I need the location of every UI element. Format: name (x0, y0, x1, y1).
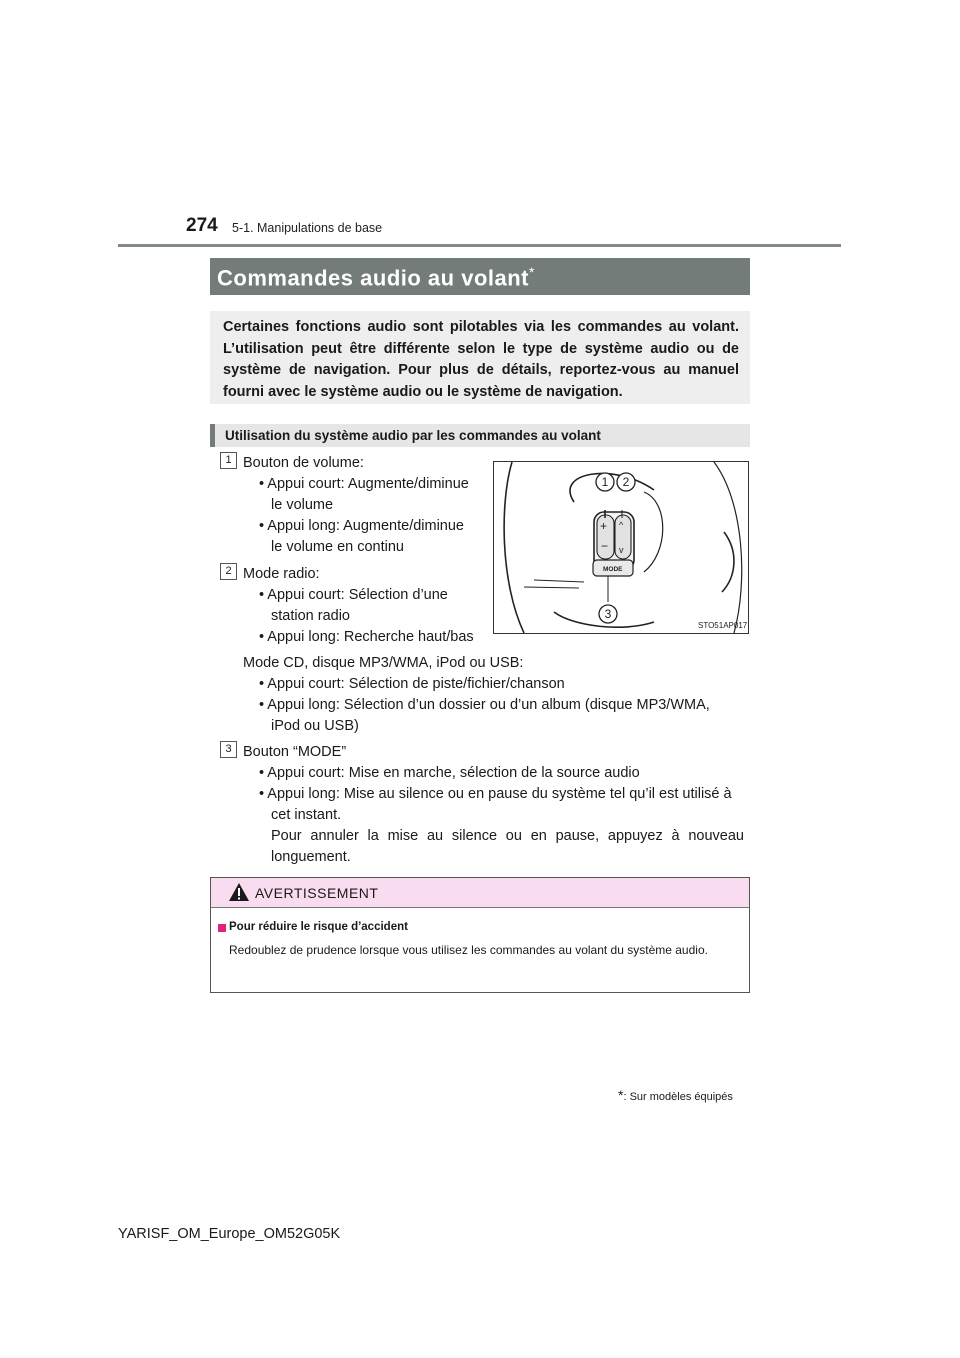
chapter-title: Commandes audio au volant* (217, 264, 535, 291)
mode-button-label: MODE (603, 566, 623, 573)
item-number-2: 2 (220, 563, 237, 580)
volume-up-icon: + (600, 519, 608, 533)
volume-bullet-1: • Appui court: Augmente/diminue (259, 476, 469, 492)
volume-bullet-1-cont: le volume (271, 497, 334, 513)
subheading-text: Utilisation du système audio par les commandes au volant (225, 428, 601, 443)
radio-bullet-2: • Appui long: Recherche haut/bas (259, 629, 474, 645)
mode-bullet-2: • Appui long: Mise au silence ou en pause du système tel qu’il est utilisé à (259, 786, 732, 802)
document-footer: YARISF_OM_Europe_OM52G05K (118, 1226, 341, 1242)
subheading-accent (210, 424, 215, 447)
footnote (618, 1087, 733, 1103)
intro-text: Certaines fonctions audio sont pilotables via les commandes au volant. L’utilisation peut être différente selon le type de système audio ou de système de navigation. Pour plus de détails, reportez-vous au manuel fourni avec le système audio ou le système de navigation. (223, 319, 739, 400)
volume-bullet-2-cont: le volume en continu (271, 539, 404, 555)
chapter-title-bar (210, 258, 750, 295)
mode-bullet-2-cont2: Pour annuler la mise au silence ou en pause, appuyez à nouveau (271, 828, 744, 844)
cd-bullet-2-cont: iPod ou USB) (271, 718, 359, 734)
section-title: 5-1. Manipulations de base (232, 221, 383, 235)
header-rule (118, 244, 841, 247)
steering-switch-figure (493, 461, 749, 634)
volume-bullet-2: • Appui long: Augmente/diminue (259, 518, 464, 534)
radio-bullet-1: • Appui court: Sélection d’une (259, 587, 448, 603)
warning-body: Redoublez de prudence lorsque vous utilisez les commandes au volant du système audio. (229, 943, 708, 957)
cd-bullet-1: • Appui court: Sélection de piste/fichier/chanson (259, 676, 565, 692)
subheading-bar (210, 424, 750, 447)
footnote-text: : Sur modèles équipés (623, 1091, 733, 1103)
figure-code: STO51AP017 (698, 621, 748, 630)
mode-title: Bouton “MODE” (243, 744, 347, 760)
radio-bullet-1-cont: station radio (271, 608, 350, 624)
warning-bullet-square (218, 924, 226, 932)
callout-2: 2 (622, 475, 630, 489)
mode-bullet-1: • Appui court: Mise en marche, sélection de la source audio (259, 765, 640, 781)
seek-down-icon: v (619, 545, 624, 555)
warning-title: Pour réduire le risque d’accident (229, 921, 408, 933)
steering-wheel-illustration (494, 462, 748, 633)
mode-bullet-2-cont3: longuement. (271, 849, 351, 865)
warning-icon (228, 882, 250, 902)
warning-header (211, 878, 749, 908)
radio-title: Mode radio: (243, 566, 320, 582)
seek-up-icon: ^ (619, 520, 624, 530)
item-number-3: 3 (220, 741, 237, 758)
mode-bullet-2-cont: cet instant. (271, 807, 342, 823)
callout-3: 3 (604, 607, 612, 621)
title-star: * (529, 264, 535, 280)
volume-down-icon: − (601, 539, 609, 553)
page-number: 274 (186, 215, 218, 236)
warning-box (210, 877, 750, 993)
item-number-1: 1 (220, 452, 237, 469)
footnote-star: * (618, 1087, 624, 1103)
warning-heading: AVERTISSEMENT (255, 885, 379, 901)
cd-bullet-2: • Appui long: Sélection d’un dossier ou d’un album (disque MP3/WMA, (259, 697, 710, 713)
volume-title: Bouton de volume: (243, 455, 364, 471)
callout-1: 1 (601, 475, 609, 489)
cd-title: Mode CD, disque MP3/WMA, iPod ou USB: (243, 655, 524, 671)
intro-box (210, 311, 750, 404)
